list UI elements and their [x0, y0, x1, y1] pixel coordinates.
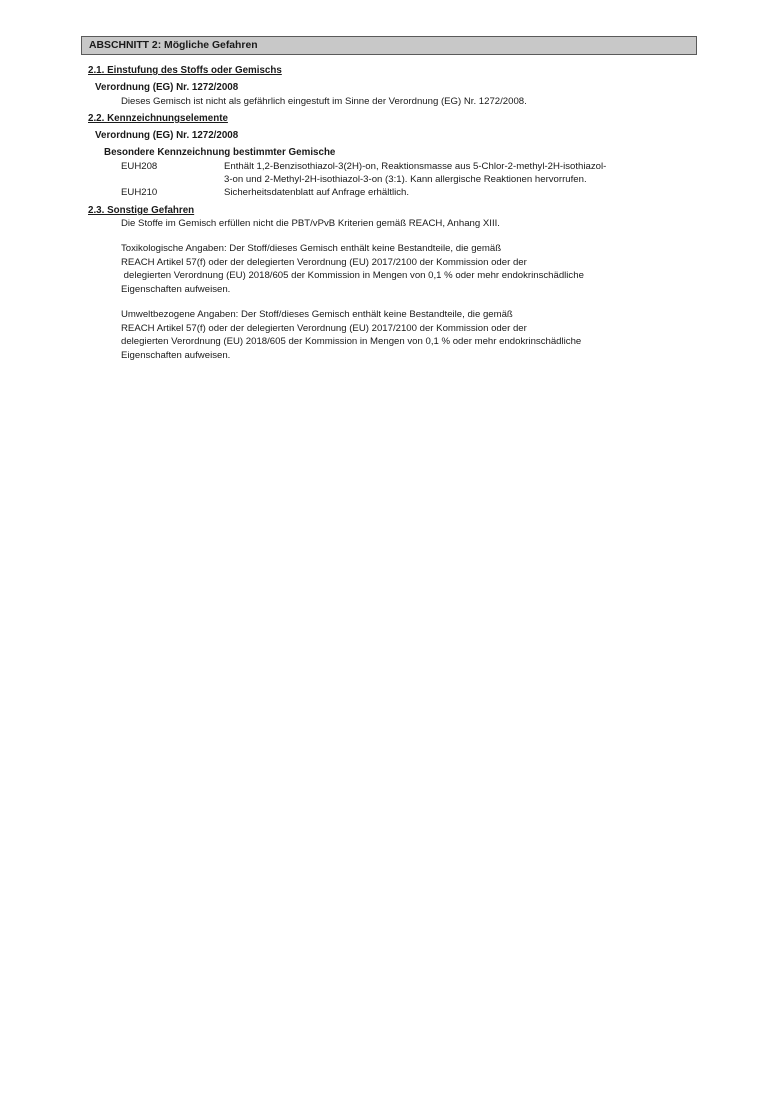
euh-statement-line: Enthält 1,2-Benzisothiazol-3(2H)-on, Reaktionsmasse aus 5-Chlor-2-methyl-2H-isothiazol-: [224, 161, 607, 172]
env-text-line: REACH Artikel 57(f) oder der delegierten Verordnung (EU) 2017/2100 der Kommission oder der: [121, 323, 527, 334]
tox-text-line: delegierten Verordnung (EU) 2018/605 der Kommission in Mengen von 0,1 % oder mehr endokrinschädliche: [121, 270, 584, 281]
euh-statement-line: Sicherheitsdatenblatt auf Anfrage erhältlich.: [224, 187, 410, 198]
euh-statement-line: 3-on und 2-Methyl-2H-isothiazol-3-on (3:1). Kann allergische Reaktionen hervorrufen.: [224, 174, 587, 185]
classification-text: Dieses Gemisch ist nicht als gefährlich eingestuft im Sinne der Verordnung (EG) Nr. 1272/2008.: [121, 96, 527, 107]
tox-text-line: REACH Artikel 57(f) oder der delegierten Verordnung (EU) 2017/2100 der Kommission oder der: [121, 257, 527, 268]
env-text-line: delegierten Verordnung (EU) 2018/605 der Kommission in Mengen von 0,1 % oder mehr endokrinschädliche: [121, 336, 582, 347]
regulation-label-2-2: Verordnung (EG) Nr. 1272/2008: [95, 130, 239, 141]
special-labelling-heading: Besondere Kennzeichnung bestimmter Gemische: [104, 147, 336, 158]
subsection-heading-2-1: 2.1. Einstufung des Stoffs oder Gemischs: [88, 65, 282, 76]
regulation-label-2-1: Verordnung (EG) Nr. 1272/2008: [95, 82, 239, 93]
subsection-heading-2-3: 2.3. Sonstige Gefahren: [88, 205, 195, 216]
pbt-statement: Die Stoffe im Gemisch erfüllen nicht die PBT/vPvB Kriterien gemäß REACH, Anhang XIII.: [121, 218, 500, 229]
env-text-line: Umweltbezogene Angaben: Der Stoff/dieses Gemisch enthält keine Bestandteile, die gemäß: [121, 309, 513, 320]
tox-text-line: Toxikologische Angaben: Der Stoff/dieses Gemisch enthält keine Bestandteile, die gemäß: [121, 243, 502, 254]
section-header: ABSCHNITT 2: Mögliche Gefahren: [81, 36, 697, 55]
euh-code: EUH208: [121, 161, 158, 172]
env-text-line: Eigenschaften aufweisen.: [121, 350, 231, 361]
euh-code: EUH210: [121, 187, 158, 198]
subsection-heading-2-2: 2.2. Kennzeichnungselemente: [88, 113, 228, 124]
tox-text-line: Eigenschaften aufweisen.: [121, 284, 231, 295]
